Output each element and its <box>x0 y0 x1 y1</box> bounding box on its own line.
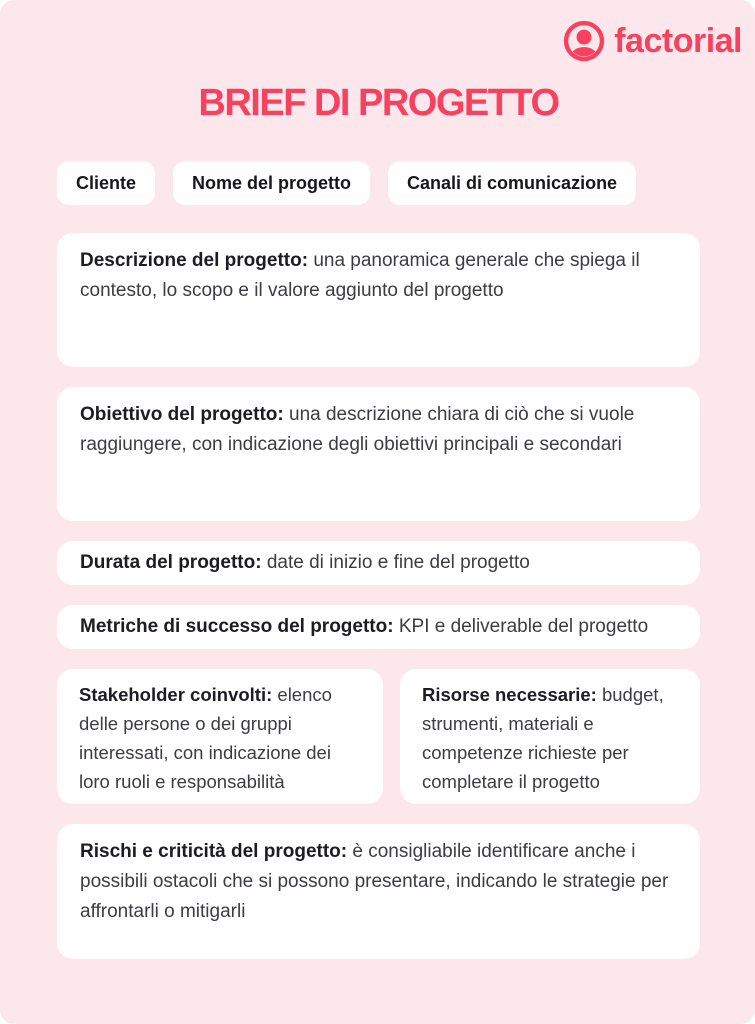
card-body: una panoramica generale che spiega il contesto, lo scopo e il valore aggiunto del progetto <box>80 250 640 301</box>
two-column-row <box>57 669 700 804</box>
card-body: è consigliabile identificare anche i possibili ostacoli che si possono presentare, indicando le strategie per affrontarli o mitigarli <box>80 841 669 922</box>
chips-row <box>57 161 700 205</box>
card-text <box>80 612 677 642</box>
card-rischi <box>57 824 700 959</box>
cards-list <box>57 233 700 959</box>
chip-canali-di-comunicazione <box>388 161 636 205</box>
card-title: Rischi e criticità del progetto: <box>80 841 348 862</box>
card-title: Risorse necessarie: <box>422 684 597 705</box>
card-body: elenco delle persone o dei gruppi interessati, con indicazione dei loro ruoli e responsabilità <box>79 684 332 792</box>
card-text <box>80 837 677 927</box>
chip-label: Nome del progetto <box>192 172 352 193</box>
chip-cliente <box>57 161 155 205</box>
card-text <box>80 246 677 306</box>
card-text <box>422 680 678 796</box>
page-title: BRIEF DI PROGETTO <box>198 82 559 124</box>
brand-logo <box>563 20 742 62</box>
chip-label: Canali di comunicazione <box>407 172 618 193</box>
brand-name: factorial <box>614 22 742 60</box>
card-body: una descrizione chiara di ciò che si vuole raggiungere, con indicazione degli obiettivi principali e secondari <box>80 404 635 455</box>
card-obiettivo <box>57 387 700 521</box>
card-text <box>79 680 361 796</box>
card-body: date di inizio e fine del progetto <box>266 552 530 573</box>
card-risorse <box>400 669 700 804</box>
card-title: Durata del progetto: <box>80 552 262 573</box>
card-text <box>80 400 677 460</box>
card-title: Obiettivo del progetto: <box>80 404 284 425</box>
card-title: Stakeholder coinvolti: <box>79 684 273 705</box>
chip-nome-del-progetto <box>173 161 370 205</box>
chip-label: Cliente <box>76 172 137 193</box>
person-in-circle-icon <box>563 20 605 62</box>
card-durata <box>57 541 700 585</box>
card-stakeholder <box>57 669 383 804</box>
card-body: budget, strumenti, materiali e competenze richieste per completare il progetto <box>422 684 664 792</box>
card-title: Descrizione del progetto: <box>80 250 309 271</box>
card-descrizione <box>57 233 700 367</box>
card-title: Metriche di successo del progetto: <box>80 616 394 637</box>
card-text <box>80 548 677 578</box>
card-body: KPI e deliverable del progetto <box>398 616 649 637</box>
card-metriche <box>57 605 700 649</box>
